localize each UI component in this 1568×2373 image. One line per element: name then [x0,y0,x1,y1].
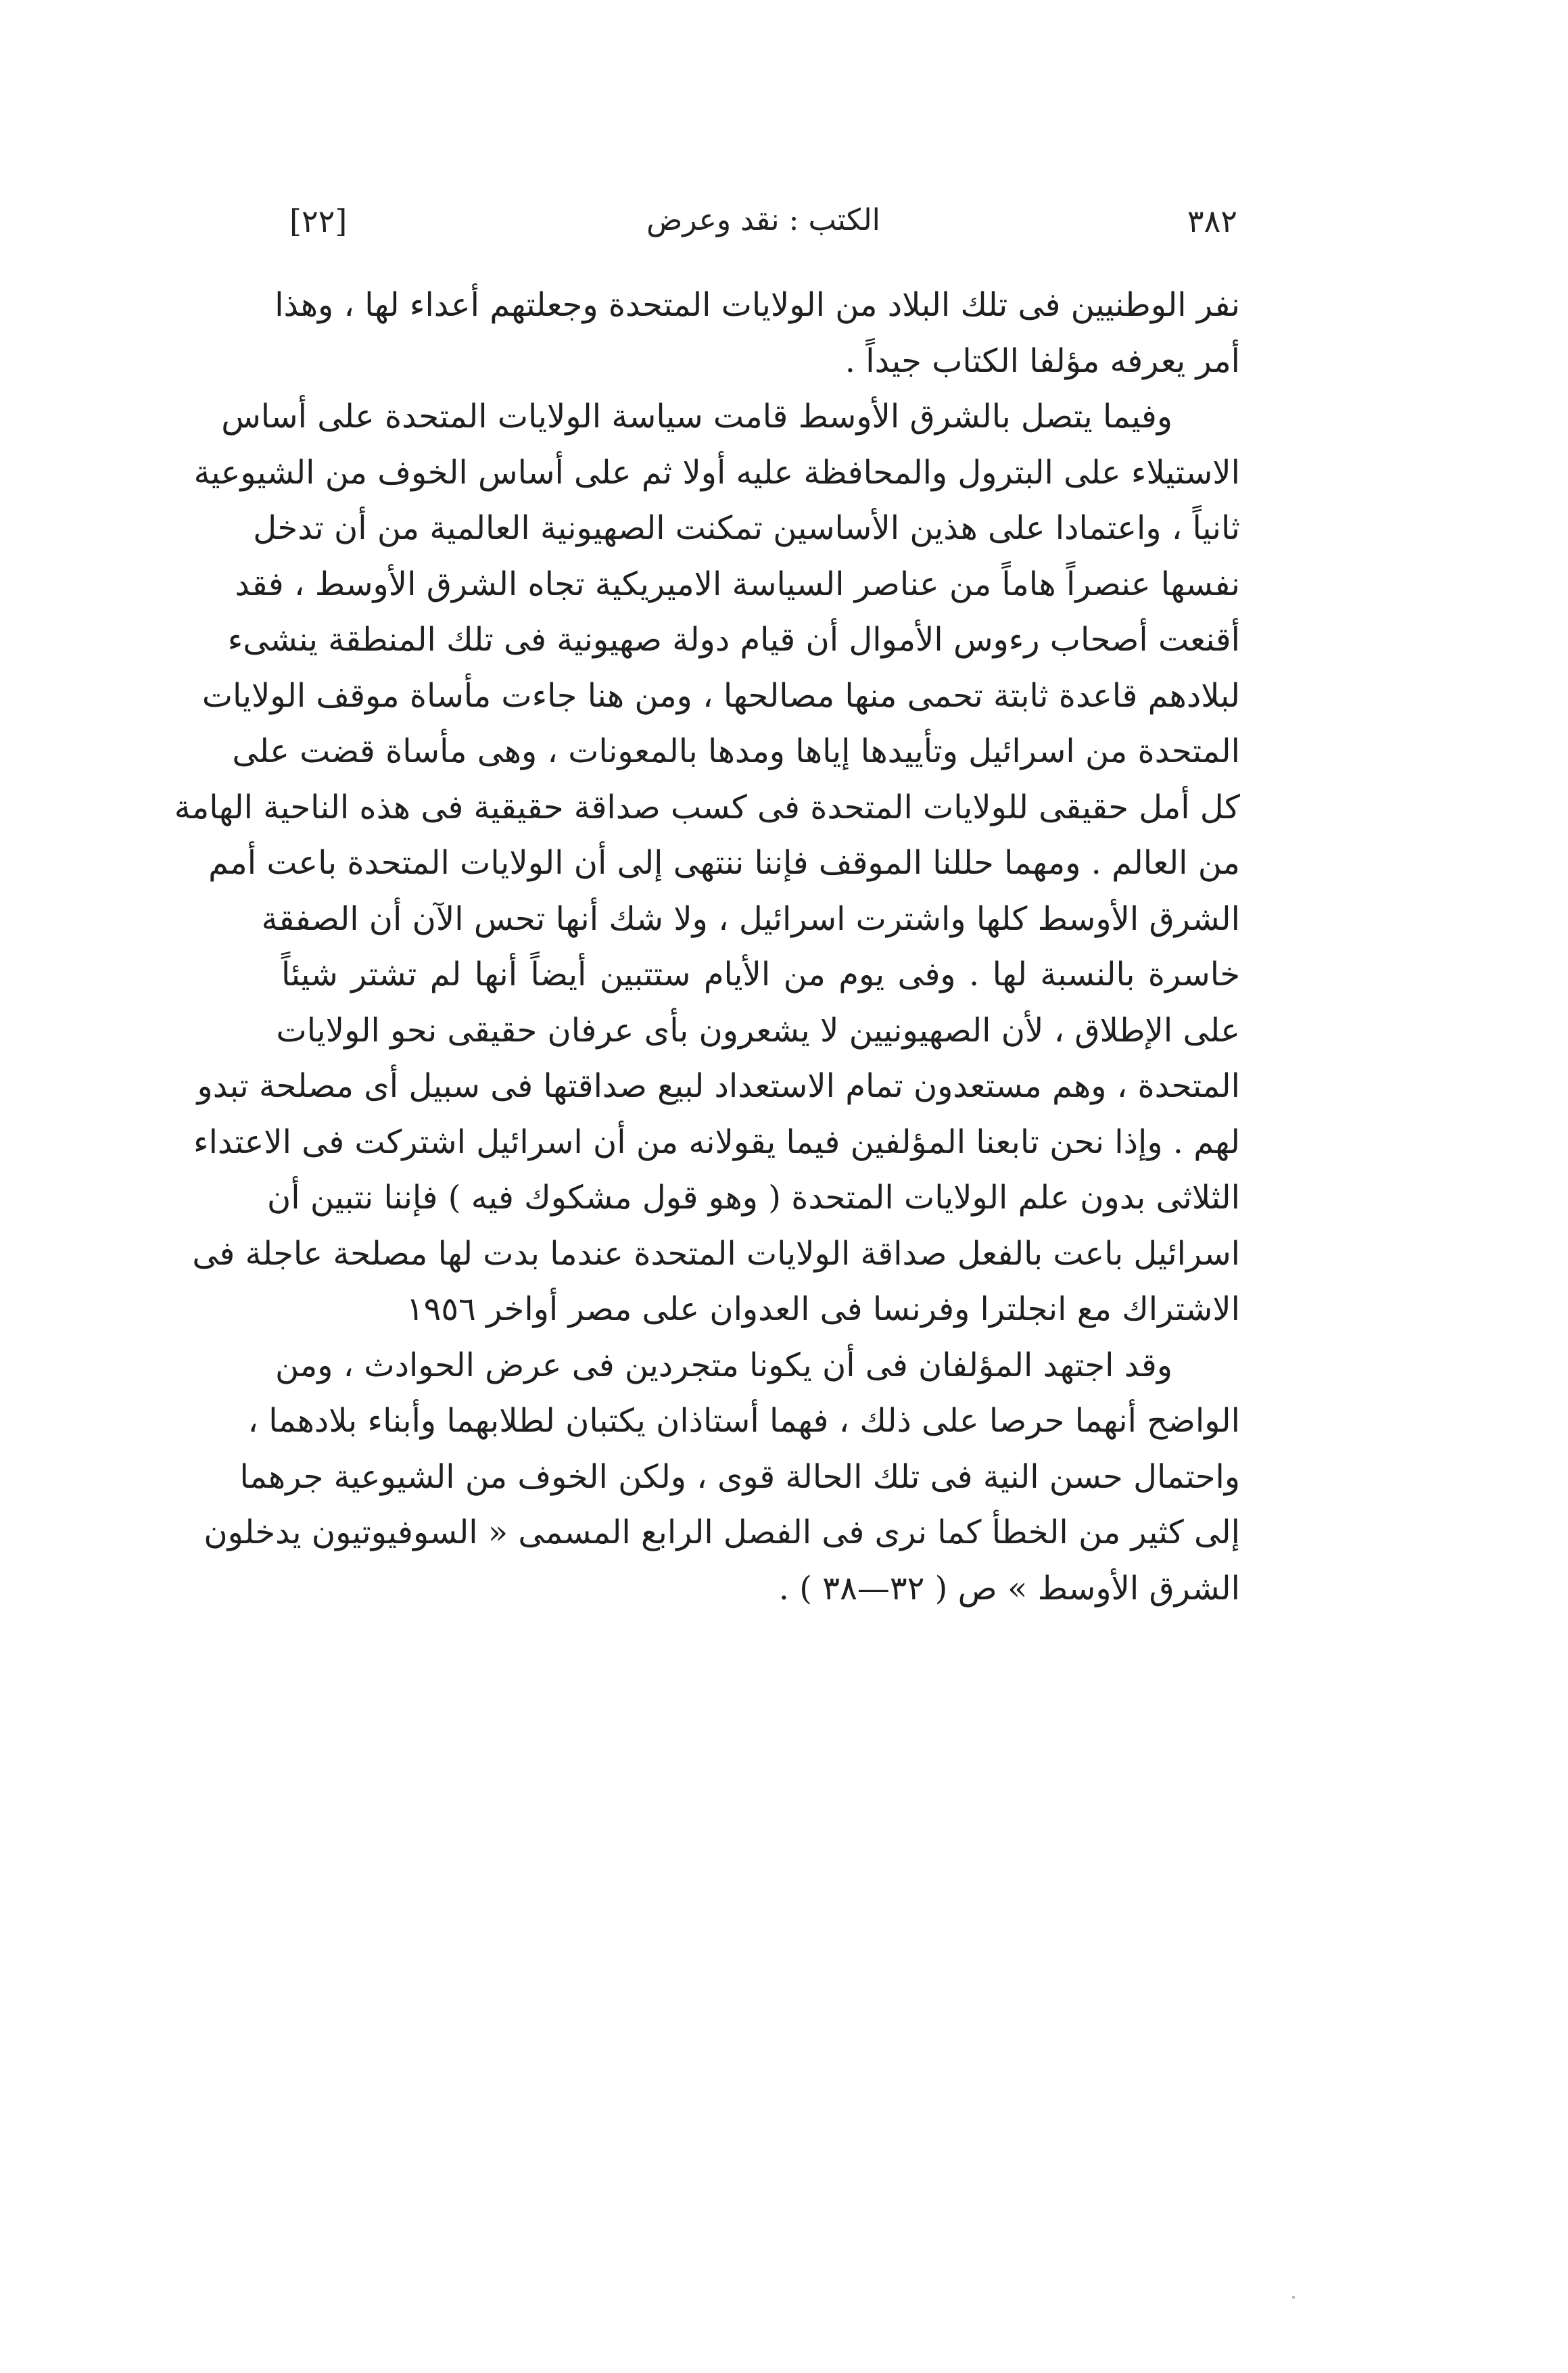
text-line: الثلاثى بدون علم الولايات المتحدة ( وهو قول مشكوك فيه ) فإننا نتبين أن [267,1179,1240,1217]
text-line: المتحدة من اسرائيل وتأييدها إياها ومدها بالمعونات ، وهى مأساة قضت على [232,732,1240,770]
text-line: الاستيلاء على البترول والمحافظة عليه أولا ثم على أساس الخوف من الشيوعية [193,453,1240,492]
text-line: واحتمال حسن النية فى تلك الحالة قوى ، ولكن الخوف من الشيوعية جرهما [239,1457,1240,1496]
text-line: الشرق الأوسط » ص ( ٣٢—٣٨ ) . [778,1569,1240,1607]
scan-mark [1292,2296,1295,2299]
text-line: أمر يعرفه مؤلفا الكتاب جيداً . [845,342,1240,380]
running-header [289,203,1237,250]
text-line: من العالم . ومهما حللنا الموقف فإننا ننتهى إلى أن الولايات المتحدة باعت أمم [208,844,1240,882]
paragraph-first-line: وفيما يتصل بالشرق الأوسط قامت سياسة الولايات المتحدة على أساس [221,398,1172,436]
paragraph-first-line: وقد اجتهد المؤلفان فى أن يكونا متجردين فى عرض الحوادث ، ومن [275,1346,1172,1384]
text-line: اسرائيل باعت بالفعل صداقة الولايات المتحدة عندما بدت لها مصلحة عاجلة فى [192,1234,1240,1273]
text-line: على الإطلاق ، لأن الصهيونيين لا يشعرون بأى عرفان حقيقى نحو الولايات [276,1011,1240,1050]
text-line: الاشتراك مع انجلترا وفرنسا فى العدوان على مصر أواخر ١٩٥٦ [406,1290,1240,1328]
running-title: الكتب : نقد وعرض [646,203,880,237]
text-line: أقنعت أصحاب رءوس الأموال أن قيام دولة صهيونية فى تلك المنطقة ينشىء [227,621,1240,659]
issue-number: [٢٢] [289,203,348,239]
text-line: لبلادهم قاعدة ثابتة تحمى منها مصالحها ، ومن هنا جاءت مأساة موقف الولايات [201,676,1240,715]
text-line: خاسرة بالنسبة لها . وفى يوم من الأيام ستتبين أيضاً أنها لم تشتر شيئاً [281,956,1240,993]
text-line: ثانياً ، واعتمادا على هذين الأساسين تمكنت الصهيونية العالمية من أن تدخل [253,509,1240,547]
text-line: نفسها عنصراً هاماً من عناصر السياسة الاميريكية تجاه الشرق الأوسط ، فقد [235,565,1240,603]
text-line: كل أمل حقيقى للولايات المتحدة فى كسب صداقة حقيقية فى هذه الناحية الهامة [174,788,1240,826]
text-line: الواضح أنهما حرصا على ذلك ، فهما أستاذان يكتبان لطلابهما وأبناء بلادهما ، [247,1402,1240,1440]
text-line: إلى كثير من الخطأ كما نرى فى الفصل الرابع المسمى « السوفيوتيون يدخلون [204,1513,1240,1551]
body-text [174,277,1240,1616]
text-line: نفر الوطنيين فى تلك البلاد من الولايات المتحدة وجعلتهم أعداء لها ، وهذا [275,286,1240,324]
text-line: المتحدة ، وهم مستعدون تمام الاستعداد لبيع صداقتها فى سبيل أى مصلحة تبدو [197,1067,1240,1105]
page-number: ٣٨٢ [1187,203,1237,239]
text-line: الشرق الأوسط كلها واشترت اسرائيل ، ولا شك أنها تحس الآن أن الصفقة [261,899,1240,938]
text-line: لهم . وإذا نحن تابعنا المؤلفين فيما يقولانه من أن اسرائيل اشتركت فى الاعتداء [193,1123,1240,1161]
